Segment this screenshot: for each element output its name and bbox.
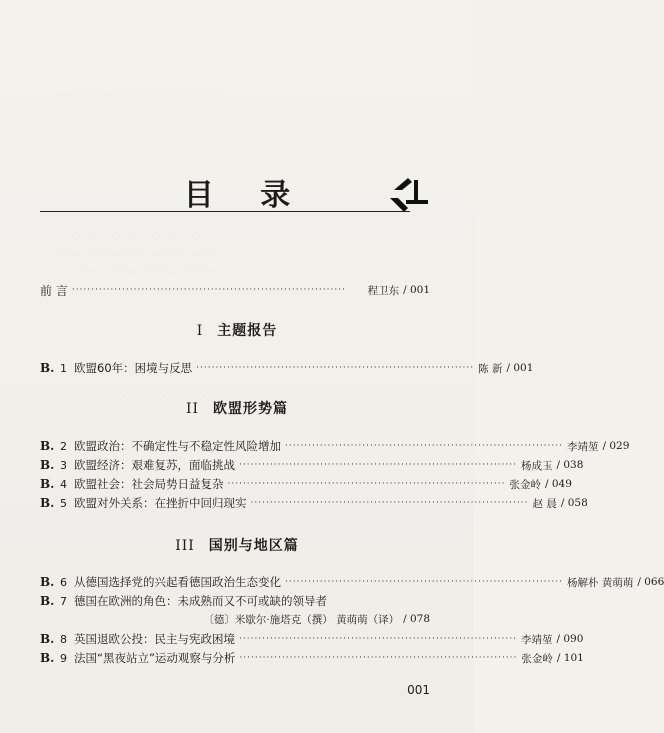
section-heading-2 bbox=[0, 398, 474, 418]
toc-entry-page: / 001 bbox=[403, 284, 430, 296]
section-name: 欧盟形势篇 bbox=[213, 401, 289, 417]
page-number: 001 bbox=[407, 683, 430, 697]
bleed-through-text: · · · · · · · · · · · · · · · · · · · · · · · · · · · · bbox=[60, 268, 218, 278]
section-heading-3 bbox=[0, 535, 474, 555]
section-roman: I bbox=[196, 323, 204, 339]
leader-dots: ········································································ bbox=[285, 441, 563, 451]
toc-entry-b7[interactable] bbox=[40, 592, 430, 610]
toc-entry-code: B. bbox=[40, 496, 55, 510]
toc-entry-number: 4 bbox=[60, 477, 67, 491]
toc-entry-title: 欧盟60年：困境与反思 bbox=[74, 361, 193, 375]
toc-entry-title: 英国退欧公投：民主与宪政困境 bbox=[74, 632, 235, 646]
toc-entry-code: B. bbox=[40, 439, 55, 453]
toc-entry-page: / 049 bbox=[544, 478, 572, 490]
toc-entry-b4[interactable] bbox=[40, 475, 572, 493]
toc-entry-title: 欧盟政治：不确定性与不稳定性风险增加 bbox=[74, 439, 281, 453]
title-divider bbox=[40, 211, 410, 212]
toc-entry-page: / 066 bbox=[637, 576, 664, 588]
leader-dots: ········································································ bbox=[196, 363, 475, 373]
toc-entry-code: B. bbox=[40, 575, 55, 589]
leader-dots: ········································································ bbox=[239, 653, 518, 663]
leader-dots: ········································································ bbox=[227, 479, 506, 489]
bleed-through-text: · · · · · · · · · · · · · · · · · · · · · · · · · · · · bbox=[60, 392, 218, 402]
page-title: 目 录 bbox=[183, 178, 309, 213]
leader-dots: ········································································ bbox=[285, 577, 563, 587]
leader-dots: ········································································ bbox=[239, 460, 517, 470]
toc-entry-title: 欧盟社会：社会局势日益复杂 bbox=[74, 477, 224, 491]
toc-entry-author: 李靖堃 bbox=[566, 440, 599, 453]
toc-entry-b6[interactable] bbox=[40, 573, 664, 591]
toc-entry-author: 〔德〕米歇尔·施塔克（撰） 黄萌萌（译） bbox=[203, 613, 400, 626]
toc-entry-page: / 090 bbox=[556, 633, 584, 645]
toc-entry-b8[interactable] bbox=[40, 630, 584, 648]
toc-entry-title: 德国在欧洲的角色：未成熟而又不可或缺的领导者 bbox=[74, 594, 327, 608]
leader-dots: ······································································· bbox=[71, 285, 346, 295]
toc-entry-page: / 029 bbox=[602, 440, 630, 452]
bleed-through-text: · · · · · · · · · · · · · · · · · · · · · · · · · · · · bbox=[60, 112, 218, 122]
toc-entry-author: 杨解朴 黄萌萌 bbox=[566, 576, 634, 589]
toc-entry-b7-continuation[interactable] bbox=[140, 610, 430, 628]
toc-entry-b9[interactable] bbox=[40, 649, 584, 667]
toc-entry-code: B. bbox=[40, 632, 55, 646]
toc-entry-title: 法国“黑夜站立”运动观察与分析 bbox=[74, 651, 236, 665]
section-roman: II bbox=[185, 401, 200, 417]
toc-entry-b1[interactable] bbox=[40, 359, 534, 377]
toc-entry-author: 李靖堃 bbox=[520, 633, 553, 646]
toc-entry-author: 程卫东 bbox=[367, 284, 400, 297]
toc-entry-number: 1 bbox=[60, 361, 67, 375]
toc-entry-page: / 038 bbox=[556, 459, 584, 471]
toc-entry-number: 6 bbox=[60, 575, 67, 589]
toc-entry-author: 赵 晨 bbox=[532, 497, 557, 510]
bracket-corner-icon bbox=[388, 176, 432, 216]
section-heading-1 bbox=[0, 320, 474, 340]
toc-entry-number: 8 bbox=[60, 632, 67, 646]
toc-entry-title: 欧盟对外关系：在挫折中回归现实 bbox=[74, 496, 247, 510]
leader-dots: ········································································ bbox=[250, 498, 529, 508]
toc-entry-author: 杨成玉 bbox=[520, 459, 553, 472]
toc-entry-page: / 101 bbox=[556, 652, 584, 664]
toc-entry-number: 2 bbox=[60, 439, 67, 453]
toc-entry-title: 前 言 bbox=[40, 283, 68, 298]
section-name: 主题报告 bbox=[217, 323, 278, 339]
bleed-through-text: · · · · · · · · · · · · · · · · · · · · · · · · · · · · bbox=[60, 250, 218, 260]
toc-entry-author: 张金岭 bbox=[521, 652, 553, 665]
toc-entry-author: 张金岭 bbox=[509, 478, 541, 491]
toc-entry-title: 欧盟经济：艰难复苏，面临挑战 bbox=[74, 458, 235, 472]
toc-entry-page: / 058 bbox=[560, 497, 588, 509]
leader-dots: ········································································ bbox=[239, 634, 517, 644]
section-name: 国别与地区篇 bbox=[208, 538, 299, 554]
toc-entry-number: 3 bbox=[60, 458, 67, 472]
toc-entry-code: B. bbox=[40, 361, 55, 375]
bleed-through-text: · · · · · · · · · · · · · · · · · · · · · · · · · · · · bbox=[60, 92, 218, 102]
toc-entry-number: 9 bbox=[60, 651, 67, 665]
toc-entry-code: B. bbox=[40, 458, 55, 472]
toc-entry-b3[interactable] bbox=[40, 456, 584, 474]
toc-entry-b5[interactable] bbox=[40, 494, 588, 512]
toc-entry-code: B. bbox=[40, 651, 55, 665]
toc-entry-page: / 001 bbox=[506, 362, 534, 374]
toc-entry-preface[interactable] bbox=[40, 281, 430, 299]
bleed-through-text: · · · · · · · · · · · · · · · · · · · · · · · · · · · · bbox=[60, 232, 218, 242]
toc-entry-page: / 078 bbox=[403, 613, 430, 625]
toc-entry-number: 7 bbox=[60, 594, 67, 608]
section-roman: III bbox=[175, 538, 195, 554]
toc-entry-number: 5 bbox=[60, 496, 67, 510]
toc-entry-b2[interactable] bbox=[40, 437, 630, 455]
toc-entry-code: B. bbox=[40, 594, 55, 608]
toc-entry-author: 陈 新 bbox=[478, 362, 503, 375]
toc-entry-title: 从德国选择党的兴起看德国政治生态变化 bbox=[74, 575, 281, 589]
toc-entry-code: B. bbox=[40, 477, 55, 491]
